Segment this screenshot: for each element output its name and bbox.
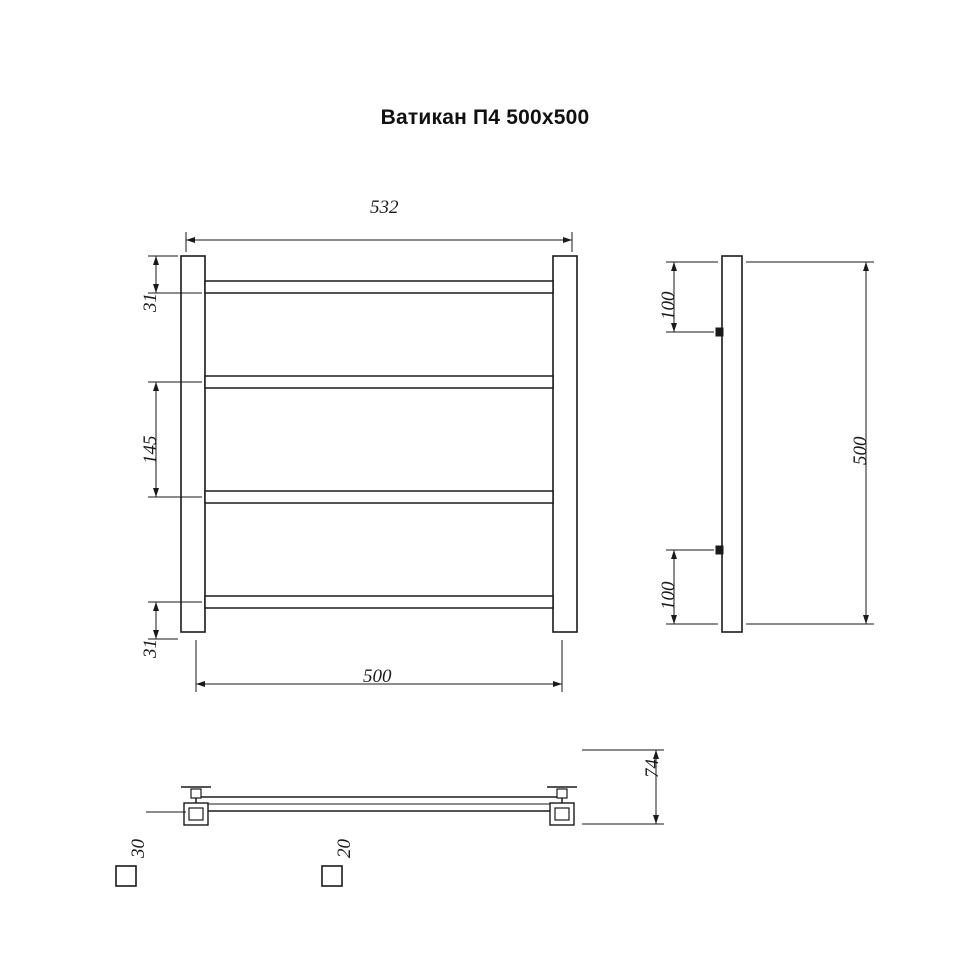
dim-label-depth: 74 <box>642 759 663 778</box>
dim-label-top-rail-offset: 31 <box>140 293 161 312</box>
post-profile-square-icon <box>116 866 136 886</box>
rail-profile-square-icon <box>322 866 342 886</box>
dim-label-post-profile: 30 <box>128 839 149 858</box>
top-view-body <box>181 787 577 825</box>
dim-label-bottom-rail-offset: 31 <box>140 639 161 658</box>
front-rails <box>205 281 553 608</box>
front-right-post <box>553 256 577 632</box>
page-title: Ватикан П4 500x500 <box>380 106 590 129</box>
front-left-post <box>181 256 205 632</box>
dim-label-overall-height: 500 <box>850 436 871 465</box>
dim-label-bottom-mount-offset: 100 <box>658 581 679 610</box>
dim-label-overall-width: 532 <box>370 197 399 218</box>
dim-overall-width <box>186 232 572 252</box>
dim-label-inner-width: 500 <box>363 666 392 687</box>
dim-label-rail-profile: 20 <box>334 839 355 858</box>
dim-label-rail-spacing: 145 <box>140 435 161 464</box>
side-post <box>716 256 742 632</box>
dim-label-top-mount-offset: 100 <box>658 291 679 320</box>
